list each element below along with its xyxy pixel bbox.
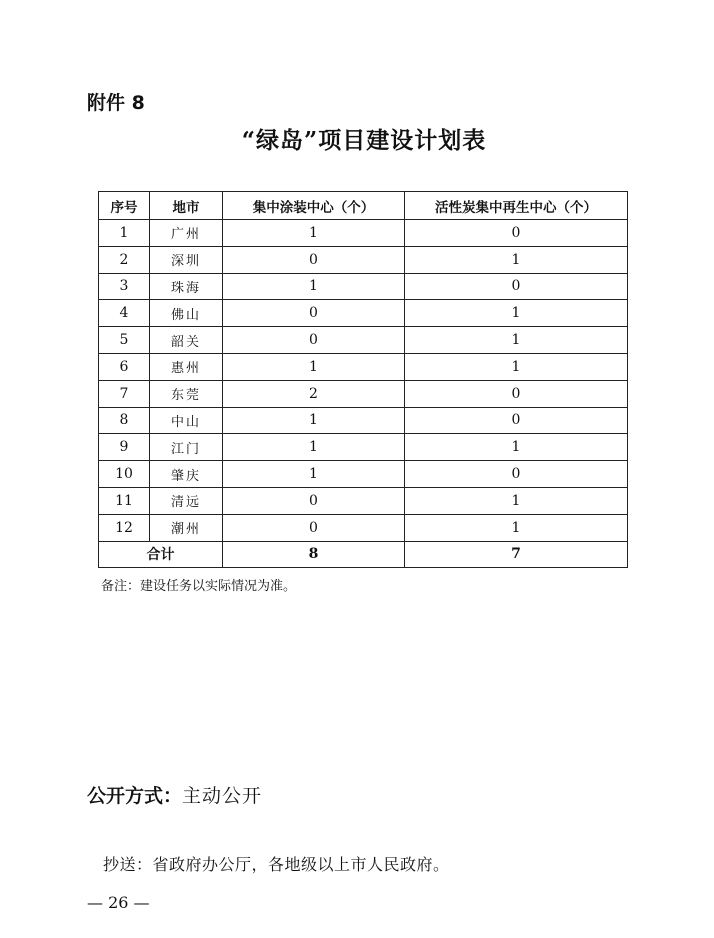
row-carbon: 1: [405, 246, 628, 273]
row-city: 江门: [150, 434, 223, 461]
total-carbon: 7: [405, 541, 628, 568]
row-carbon: 0: [405, 273, 628, 300]
header-coating-center: 集中涂装中心（个）: [223, 192, 405, 220]
header-city: 地市: [150, 192, 223, 220]
table-note: 备注：建设任务以实际情况为准。: [101, 579, 297, 594]
row-coating: 1: [223, 273, 405, 300]
disclosure-method: [87, 781, 262, 808]
table-row: [99, 514, 628, 541]
row-city: 佛山: [150, 300, 223, 327]
row-carbon: 0: [405, 407, 628, 434]
row-city: 广州: [150, 220, 223, 247]
table-row: [99, 461, 628, 488]
row-carbon: 1: [405, 487, 628, 514]
row-city: 潮州: [150, 514, 223, 541]
row-no: 6: [99, 353, 150, 380]
total-label: 合计: [99, 541, 223, 568]
row-no: 9: [99, 434, 150, 461]
row-coating: 1: [223, 434, 405, 461]
row-city: 深圳: [150, 246, 223, 273]
row-city: 肇庆: [150, 461, 223, 488]
table-header-row: [99, 192, 628, 220]
total-coating: 8: [223, 541, 405, 568]
header-carbon-center: 活性炭集中再生中心（个）: [405, 192, 628, 220]
table-total-row: [99, 541, 628, 568]
table-row: [99, 380, 628, 407]
disclosure-value: 主动公开: [182, 785, 263, 807]
table-row: [99, 327, 628, 354]
row-carbon: 1: [405, 434, 628, 461]
row-carbon: 1: [405, 327, 628, 354]
page-number: — 26 —: [87, 893, 150, 912]
row-coating: 0: [223, 300, 405, 327]
row-carbon: 1: [405, 353, 628, 380]
table-row: [99, 246, 628, 273]
row-carbon: 0: [405, 461, 628, 488]
row-coating: 1: [223, 407, 405, 434]
row-no: 5: [99, 327, 150, 354]
row-no: 2: [99, 246, 150, 273]
disclosure-label: 公开方式：: [87, 785, 183, 807]
row-carbon: 0: [405, 220, 628, 247]
table-row: [99, 434, 628, 461]
table-row: [99, 353, 628, 380]
row-city: 清远: [150, 487, 223, 514]
row-no: 1: [99, 220, 150, 247]
row-carbon: 1: [405, 514, 628, 541]
table-row: [99, 273, 628, 300]
project-plan-table: [98, 191, 628, 568]
row-city: 珠海: [150, 273, 223, 300]
cc-line: 抄送：省政府办公厅，各地级以上市人民政府。: [103, 855, 450, 874]
row-no: 3: [99, 273, 150, 300]
row-city: 中山: [150, 407, 223, 434]
row-coating: 0: [223, 487, 405, 514]
attachment-label: 附件 8: [87, 92, 145, 114]
row-coating: 0: [223, 514, 405, 541]
row-no: 10: [99, 461, 150, 488]
table-row: [99, 407, 628, 434]
row-no: 7: [99, 380, 150, 407]
row-no: 8: [99, 407, 150, 434]
row-city: 东莞: [150, 380, 223, 407]
row-carbon: 1: [405, 300, 628, 327]
table-row: [99, 487, 628, 514]
row-no: 12: [99, 514, 150, 541]
row-coating: 0: [223, 246, 405, 273]
row-coating: 1: [223, 353, 405, 380]
page-title: “绿岛”项目建设计划表: [241, 127, 487, 154]
row-city: 惠州: [150, 353, 223, 380]
table-row: [99, 220, 628, 247]
table-row: [99, 300, 628, 327]
row-carbon: 0: [405, 380, 628, 407]
row-no: 11: [99, 487, 150, 514]
row-coating: 2: [223, 380, 405, 407]
row-coating: 0: [223, 327, 405, 354]
row-city: 韶关: [150, 327, 223, 354]
row-coating: 1: [223, 220, 405, 247]
row-no: 4: [99, 300, 150, 327]
header-no: 序号: [99, 192, 150, 220]
row-coating: 1: [223, 461, 405, 488]
